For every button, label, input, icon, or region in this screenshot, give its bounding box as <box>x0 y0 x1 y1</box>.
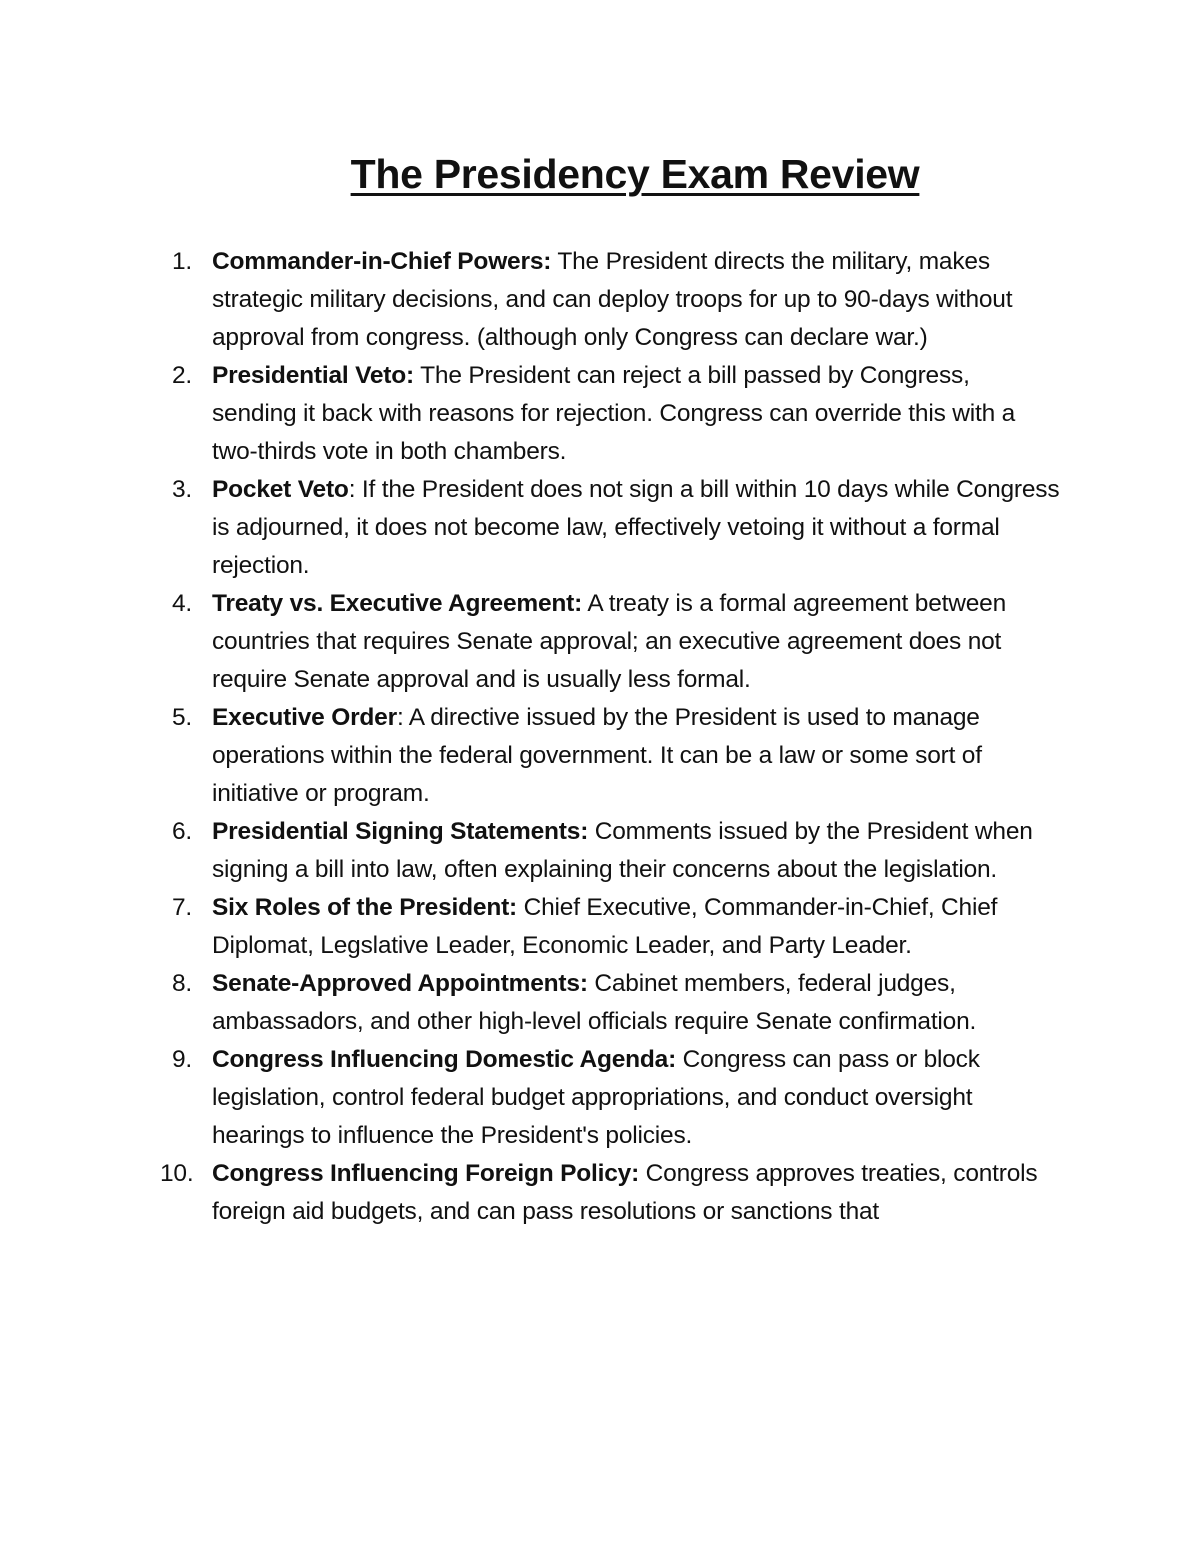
page-title: The Presidency Exam Review <box>350 151 920 197</box>
review-list <box>160 243 1060 1231</box>
list-item <box>160 243 1060 357</box>
item-number: 3. <box>172 476 193 503</box>
item-text: The President can reject a bill passed by Congress, sending it back with reasons for rejection. Congress can override this with a two-thirds vote in both chambers. <box>212 362 1016 465</box>
item-term: Treaty vs. Executive Agreement: <box>212 590 583 617</box>
item-term: Presidential Signing Statements: <box>212 818 589 845</box>
list-item <box>160 1155 1060 1231</box>
list-item <box>160 965 1060 1041</box>
item-term: Senate-Approved Appointments: <box>212 970 588 997</box>
item-text: A treaty is a formal agreement between countries that requires Senate approval; an executive agreement does not require Senate approval and is usually less formal. <box>212 590 1006 693</box>
item-text: : A directive issued by the President is used to manage operations within the federal government. It can be a law or some sort of initiative or program. <box>212 704 982 807</box>
list-item <box>160 585 1060 699</box>
item-term: Pocket Veto <box>212 476 349 503</box>
list-item <box>160 471 1060 585</box>
list-item <box>160 357 1060 471</box>
item-term: Congress Influencing Domestic Agenda: <box>212 1046 677 1073</box>
list-item <box>160 1041 1060 1155</box>
item-text: Congress approves treaties, controls foreign aid budgets, and can pass resolutions or sanctions that <box>212 1160 1038 1225</box>
item-number: 1. <box>172 248 193 275</box>
item-text: Cabinet members, federal judges, ambassadors, and other high-level officials require Senate confirmation. <box>212 970 977 1035</box>
list-item <box>160 889 1060 965</box>
item-number: 7. <box>172 894 193 921</box>
item-number: 6. <box>172 818 193 845</box>
item-number: 9. <box>172 1046 193 1073</box>
item-term: Six Roles of the President: <box>212 894 518 921</box>
list-item <box>160 813 1060 889</box>
item-text: Congress can pass or block legislation, control federal budget appropriations, and conduct oversight hearings to influence the President's policies. <box>212 1046 980 1149</box>
item-text: Chief Executive, Commander-in-Chief, Chief Diplomat, Legslative Leader, Economic Leader, and Party Leader. <box>212 894 998 959</box>
item-number: 10. <box>160 1160 194 1187</box>
item-term: Executive Order <box>212 704 397 731</box>
item-text: The President directs the military, makes strategic military decisions, and can deploy troops for up to 90-days without approval from congress. (although only Congress can declare war.) <box>212 248 1013 351</box>
item-term: Congress Influencing Foreign Policy: <box>212 1160 640 1187</box>
item-text: Comments issued by the President when signing a bill into law, often explaining their concerns about the legislation. <box>212 818 1033 883</box>
item-term: Commander-in-Chief Powers: <box>212 248 552 275</box>
item-term: Presidential Veto: <box>212 362 414 389</box>
item-text: : If the President does not sign a bill within 10 days while Congress is adjourned, it does not become law, effectively vetoing it without a formal rejection. <box>212 476 1060 579</box>
item-number: 4. <box>172 590 193 617</box>
item-number: 8. <box>172 970 193 997</box>
item-number: 2. <box>172 362 193 389</box>
list-item <box>160 699 1060 813</box>
item-number: 5. <box>172 704 193 731</box>
